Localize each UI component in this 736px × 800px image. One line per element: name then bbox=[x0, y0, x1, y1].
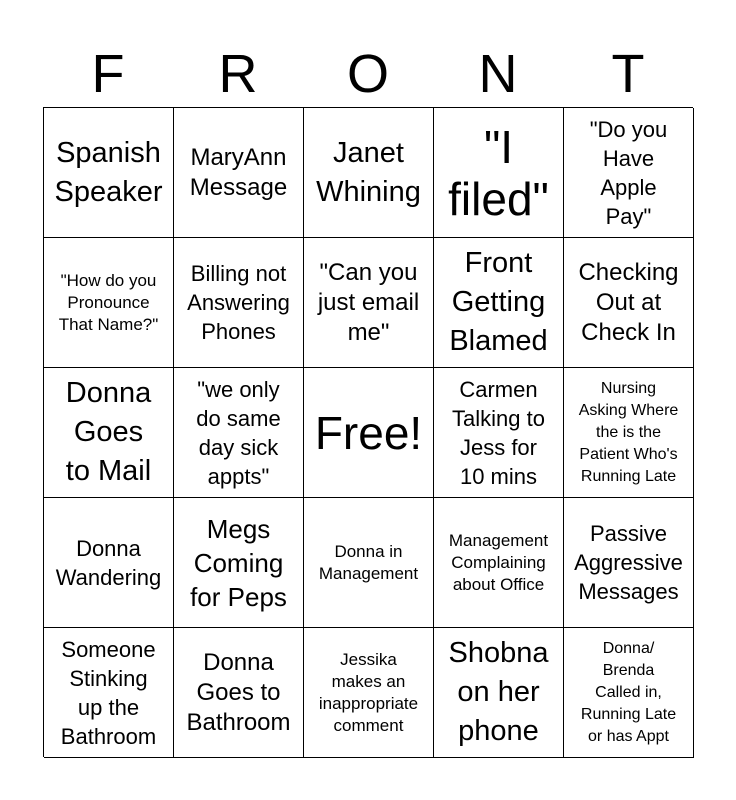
cell-text: Passive Aggressive Messages bbox=[574, 521, 683, 604]
header-letter-o: O bbox=[346, 44, 389, 104]
bingo-cell[interactable] bbox=[304, 238, 434, 368]
header-letter-t: T bbox=[611, 44, 645, 104]
bingo-board bbox=[43, 107, 693, 757]
cell-text: Free! bbox=[314, 406, 423, 459]
cell-text: MaryAnn Message bbox=[189, 143, 288, 201]
bingo-cell[interactable] bbox=[434, 498, 564, 628]
bingo-cell[interactable] bbox=[434, 368, 564, 498]
bingo-cell[interactable] bbox=[44, 368, 174, 498]
bingo-header bbox=[43, 40, 693, 108]
cell-text: Donna Goes to Bathroom bbox=[186, 648, 291, 736]
cell-text: Shobna on her phone bbox=[448, 637, 549, 747]
bingo-cell[interactable] bbox=[564, 628, 694, 758]
bingo-cell[interactable] bbox=[304, 108, 434, 238]
cell-text: Front Getting Blamed bbox=[449, 247, 548, 357]
cell-text: Donna Goes to Mail bbox=[65, 377, 152, 487]
cell-text: Donna Wandering bbox=[55, 535, 162, 590]
cell-text: "I filed" bbox=[448, 120, 549, 225]
cell-text: Spanish Speaker bbox=[54, 136, 163, 208]
bingo-cell[interactable] bbox=[174, 628, 304, 758]
bingo-cell[interactable] bbox=[434, 108, 564, 238]
header-letter-n: N bbox=[478, 44, 518, 104]
bingo-cell[interactable] bbox=[434, 628, 564, 758]
bingo-cell[interactable] bbox=[434, 238, 564, 368]
header-letter-f: F bbox=[91, 44, 125, 104]
cell-text: Billing not Answering Phones bbox=[187, 261, 290, 344]
bingo-cell[interactable] bbox=[564, 368, 694, 498]
bingo-cell[interactable] bbox=[564, 498, 694, 628]
cell-text: Management Complaining about Office bbox=[448, 530, 549, 594]
bingo-cell[interactable] bbox=[564, 238, 694, 368]
cell-text: Megs Coming for Peps bbox=[190, 513, 287, 612]
bingo-cell[interactable] bbox=[174, 368, 304, 498]
cell-text: Donna/ Brenda Called in, Running Late or has Appt bbox=[580, 639, 677, 745]
header-letter-r: R bbox=[218, 44, 258, 104]
cell-text: Checking Out at Check In bbox=[578, 258, 679, 346]
bingo-cell[interactable] bbox=[174, 498, 304, 628]
bingo-cell[interactable] bbox=[174, 108, 304, 238]
bingo-cell[interactable] bbox=[44, 628, 174, 758]
bingo-cell[interactable] bbox=[44, 238, 174, 368]
cell-text: "Do you Have Apple Pay" bbox=[589, 116, 668, 229]
bingo-cell[interactable] bbox=[44, 498, 174, 628]
cell-text: Someone Stinking up the Bathroom bbox=[60, 636, 157, 749]
cell-text: Jessika makes an inappropriate comment bbox=[318, 649, 419, 735]
free-space[interactable] bbox=[304, 368, 434, 498]
bingo-cell[interactable] bbox=[174, 238, 304, 368]
bingo-cell[interactable] bbox=[304, 498, 434, 628]
cell-text: "How do you Pronounce That Name?" bbox=[58, 270, 159, 334]
cell-text: "we only do same day sick appts" bbox=[196, 376, 281, 489]
bingo-cell[interactable] bbox=[304, 628, 434, 758]
cell-text: Janet Whining bbox=[316, 136, 421, 208]
cell-text: Nursing Asking Where the is the Patient Who's Running Late bbox=[578, 379, 679, 485]
cell-text: Donna in Management bbox=[318, 541, 419, 583]
cell-text: Carmen Talking to Jess for 10 mins bbox=[452, 376, 545, 489]
cell-text: "Can you just email me" bbox=[317, 258, 420, 346]
bingo-cell[interactable] bbox=[564, 108, 694, 238]
bingo-cell[interactable] bbox=[44, 108, 174, 238]
